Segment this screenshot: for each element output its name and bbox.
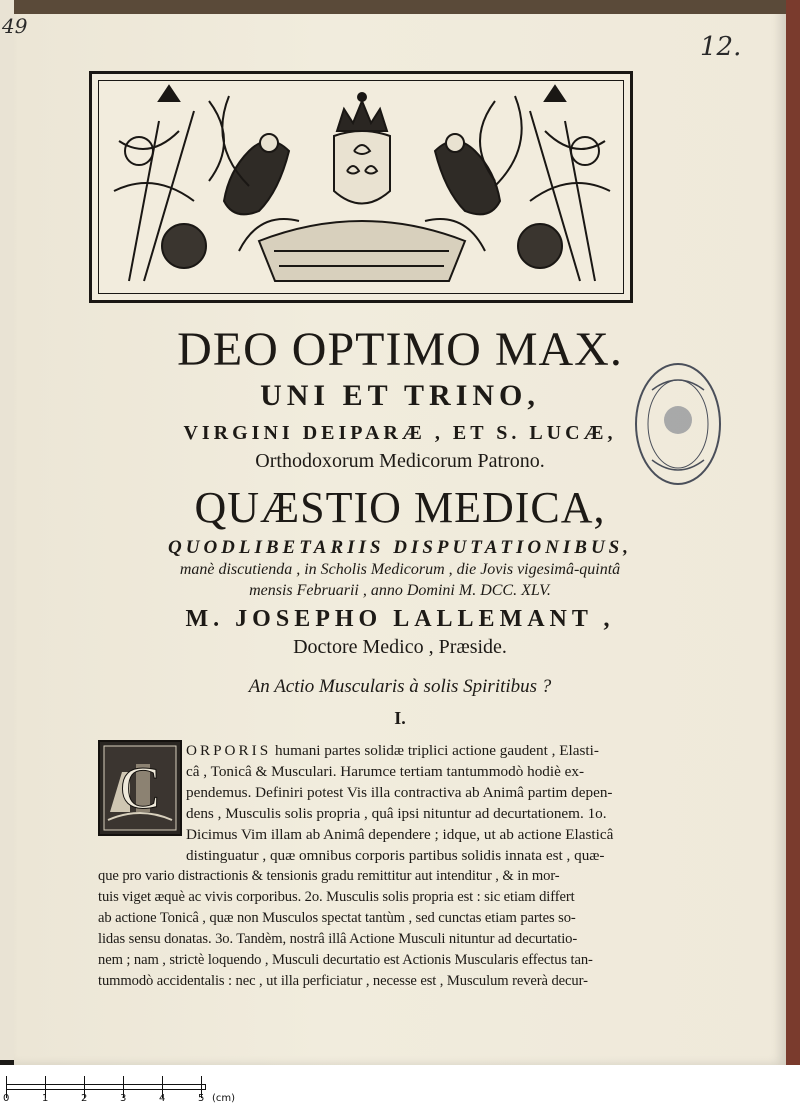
folio-right: 12. <box>700 32 742 62</box>
top-book-edge <box>14 0 786 14</box>
line-1-rest: humani partes solidæ triplici actione gaudent , Elasti- <box>274 742 599 759</box>
ruler-label: 1 <box>42 1093 49 1104</box>
folio-left: 49 <box>2 14 28 38</box>
praeses-role: Doctore Medico , Præside. <box>293 636 507 658</box>
dedication-line-1: DEO OPTIMO MAX. <box>177 323 623 376</box>
drop-cap-illustration <box>100 742 180 834</box>
right-binding-edge <box>786 0 800 1065</box>
praeses-name: M. JOSEPHO LALLEMANT , <box>185 606 615 632</box>
body-line-3: pendemus. Definiri potest Vis illa contractiva ab Animâ partim depen- <box>186 784 613 801</box>
library-stamp <box>632 360 724 488</box>
first-word: ORPORIS <box>186 742 272 759</box>
body-line-2: câ , Tonicâ & Musculari. Harumce tertiam tantummodò hodiè ex- <box>186 763 585 780</box>
section-number: I. <box>394 708 406 728</box>
dedication-line-3: VIRGINI DEIPARÆ , ET S. LUCÆ, <box>183 422 617 444</box>
body-line-10: lidas sensu donatas. 3o. Tandèm, nostrâ illâ Actione Musculi nituntur ad decurtatio- <box>98 931 578 947</box>
body-line-6: distinguatur , quæ omnibus corporis partibus solidis innata est , quæ- <box>186 847 605 864</box>
left-binding-edge <box>0 0 15 1060</box>
scale-ruler <box>0 1065 800 1115</box>
woodcut-headpiece <box>89 71 633 303</box>
body-line-1 <box>186 742 599 760</box>
questio-title: QUÆSTIO MEDICA, <box>194 483 606 532</box>
ruler-label: 5 <box>198 1093 205 1104</box>
body-line-11: nem ; nam , strictè loquendo , Musculi decurtatio est Actionis Muscularis effectus tan- <box>98 952 593 968</box>
ruler-unit: (cm) <box>212 1093 236 1104</box>
ruler-bar <box>6 1084 206 1090</box>
ruler-label: 3 <box>120 1093 127 1104</box>
questio-line-3: mensis Februarii , anno Domini M. DCC. XLV. <box>249 582 551 599</box>
body-line-12: tummodò accidentalis : nec , ut illa perficiatur , necesse est , Musculum reverà decur- <box>98 973 588 989</box>
body-line-8: tuis viget æquè ac vivis corporibus. 2o. Musculis solis propria est : sic etiam differt <box>98 889 575 905</box>
body-line-9: ab actione Tonicâ , quæ non Musculos spectat tantùm , sed cunctas etiam partes so- <box>98 910 576 926</box>
body-line-5: Dicimus Vim illam ab Animâ dependere ; idque, ut ab actione Elasticâ <box>186 826 614 843</box>
dedication-line-2: UNI ET TRINO, <box>260 379 540 412</box>
drop-cap-initial-c <box>98 740 182 836</box>
ruler-label: 4 <box>159 1093 166 1104</box>
svg-text:C: C <box>119 755 161 821</box>
body-line-7: que pro vario distractionis & tensionis gradu remittitur aut intenditur , & in mor- <box>98 868 560 884</box>
question-heading: An Actio Muscularis à solis Spiritibus ? <box>248 676 552 697</box>
dedication-line-4: Orthodoxorum Medicorum Patrono. <box>255 450 545 472</box>
royal-arms-illustration <box>99 81 625 295</box>
ruler-label: 2 <box>81 1093 88 1104</box>
questio-line-2: manè discutienda , in Scholis Medicorum , die Jovis vigesimâ-quintâ <box>179 561 621 578</box>
ruler-label: 0 <box>3 1093 10 1104</box>
questio-line-1: QUODLIBETARIIS DISPUTATIONIBUS, <box>168 537 632 558</box>
body-line-4: dens , Musculis solis propria , quâ ipsi nituntur ad decurtationem. 1o. <box>186 805 607 822</box>
